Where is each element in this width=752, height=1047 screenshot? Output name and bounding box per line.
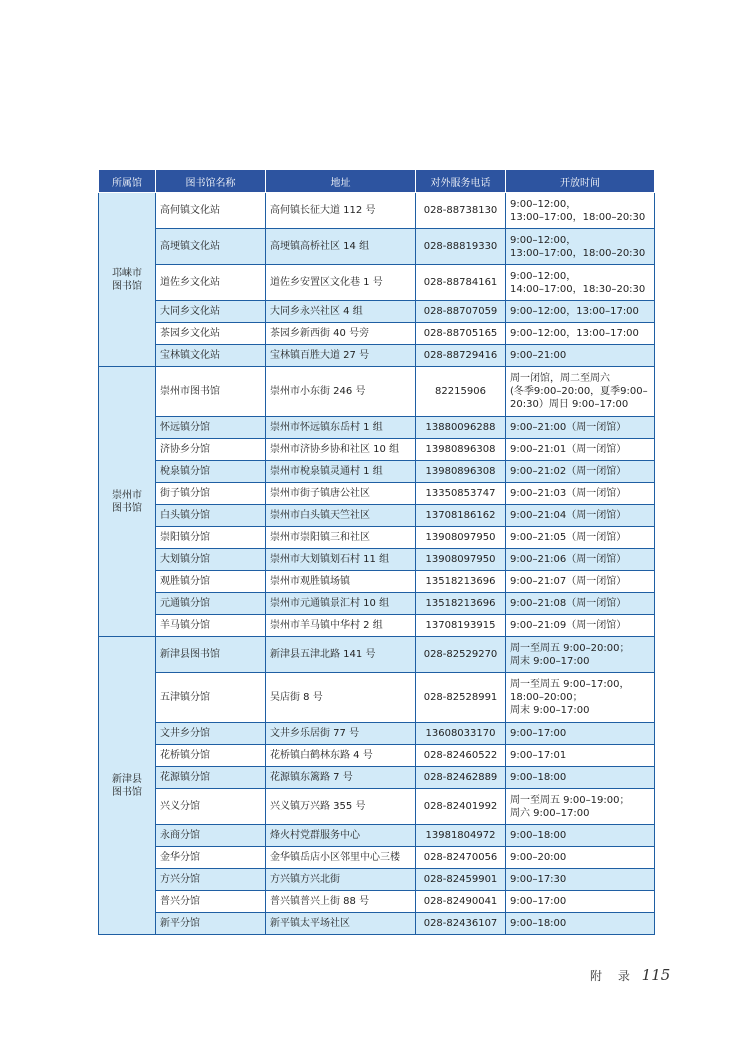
table-row xyxy=(99,745,655,767)
table-row xyxy=(99,723,655,745)
address-cell: 花源镇东篱路 7 号 xyxy=(266,767,416,789)
library-name-cell: 金华分馆 xyxy=(156,847,266,869)
phone-cell: 028-82529270 xyxy=(416,637,506,673)
library-name-cell: 永商分馆 xyxy=(156,825,266,847)
table-row xyxy=(99,461,655,483)
phone-cell: 028-82490041 xyxy=(416,891,506,913)
phone-cell: 13980896308 xyxy=(416,439,506,461)
table-row xyxy=(99,615,655,637)
table-row xyxy=(99,483,655,505)
page-number: 115 xyxy=(641,966,671,984)
library-name-cell: 大划镇分馆 xyxy=(156,549,266,571)
library-name-cell: 怀远镇分馆 xyxy=(156,417,266,439)
address-cell: 崇州市大划镇划石村 11 组 xyxy=(266,549,416,571)
library-name-cell: 高埂镇文化站 xyxy=(156,229,266,265)
table-row xyxy=(99,439,655,461)
hours-cell: 9:00–21:08（周一闭馆） xyxy=(506,593,655,615)
address-cell: 高埂镇高桥社区 14 组 xyxy=(266,229,416,265)
hours-cell: 9:00–18:00 xyxy=(506,913,655,935)
address-cell: 崇州市羊马镇中华村 2 组 xyxy=(266,615,416,637)
address-cell: 文井乡乐居街 77 号 xyxy=(266,723,416,745)
table-row xyxy=(99,417,655,439)
library-name-cell: 崇阳镇分馆 xyxy=(156,527,266,549)
address-cell: 金华镇岳店小区邻里中心三楼 xyxy=(266,847,416,869)
hours-cell: 9:00–12:00， 14:00–17:00，18:30–20:30 xyxy=(506,265,655,301)
phone-cell: 028-88738130 xyxy=(416,193,506,229)
phone-cell: 028-82462889 xyxy=(416,767,506,789)
library-name-cell: 济协乡分馆 xyxy=(156,439,266,461)
address-cell: 大同乡永兴社区 4 组 xyxy=(266,301,416,323)
table-row xyxy=(99,789,655,825)
hours-cell: 9:00–21:07（周一闭馆） xyxy=(506,571,655,593)
hours-cell: 9:00–12:00， 13:00–17:00，18:00–20:30 xyxy=(506,229,655,265)
hours-cell: 9:00–17:00 xyxy=(506,891,655,913)
table-row xyxy=(99,593,655,615)
library-name-cell: 梲泉镇分馆 xyxy=(156,461,266,483)
phone-cell: 13981804972 xyxy=(416,825,506,847)
address-cell: 新平镇太平场社区 xyxy=(266,913,416,935)
library-name-cell: 文井乡分馆 xyxy=(156,723,266,745)
hours-cell: 9:00–21:09（周一闭馆） xyxy=(506,615,655,637)
phone-cell: 13980896308 xyxy=(416,461,506,483)
hours-cell: 9:00–21:03（周一闭馆） xyxy=(506,483,655,505)
phone-cell: 028-88729416 xyxy=(416,345,506,367)
phone-cell: 82215906 xyxy=(416,367,506,417)
table-row xyxy=(99,571,655,593)
address-cell: 茶园乡新西街 40 号旁 xyxy=(266,323,416,345)
hours-cell: 9:00–21:02（周一闭馆） xyxy=(506,461,655,483)
phone-cell: 028-82528991 xyxy=(416,673,506,723)
library-name-cell: 观胜镇分馆 xyxy=(156,571,266,593)
hours-cell: 9:00–21:00 xyxy=(506,345,655,367)
address-cell: 道佐乡安置区文化巷 1 号 xyxy=(266,265,416,301)
header-phone: 对外服务电话 xyxy=(416,170,506,193)
table-row xyxy=(99,301,655,323)
address-cell: 花桥镇白鹤林东路 4 号 xyxy=(266,745,416,767)
table-row xyxy=(99,527,655,549)
hours-cell: 9:00–17:01 xyxy=(506,745,655,767)
header-affiliation: 所属馆 xyxy=(99,170,156,193)
table-row xyxy=(99,193,655,229)
hours-cell: 9:00–21:06（周一闭馆） xyxy=(506,549,655,571)
header-hours: 开放时间 xyxy=(506,170,655,193)
hours-cell: 9:00–21:01（周一闭馆） xyxy=(506,439,655,461)
hours-cell: 9:00–21:04（周一闭馆） xyxy=(506,505,655,527)
table-row xyxy=(99,913,655,935)
phone-cell: 028-88784161 xyxy=(416,265,506,301)
phone-cell: 028-88819330 xyxy=(416,229,506,265)
table-header-row xyxy=(99,170,655,193)
table-row xyxy=(99,891,655,913)
address-cell: 崇州市崇阳镇三和社区 xyxy=(266,527,416,549)
phone-cell: 13518213696 xyxy=(416,593,506,615)
address-cell: 普兴镇普兴上街 88 号 xyxy=(266,891,416,913)
header-address: 地址 xyxy=(266,170,416,193)
phone-cell: 028-82401992 xyxy=(416,789,506,825)
phone-cell: 028-82436107 xyxy=(416,913,506,935)
phone-cell: 028-88705165 xyxy=(416,323,506,345)
phone-cell: 13708193915 xyxy=(416,615,506,637)
phone-cell: 13518213696 xyxy=(416,571,506,593)
table-row xyxy=(99,825,655,847)
hours-cell: 9:00–18:00 xyxy=(506,825,655,847)
header-library-name: 图书馆名称 xyxy=(156,170,266,193)
address-cell: 吴店街 8 号 xyxy=(266,673,416,723)
library-name-cell: 新津县图书馆 xyxy=(156,637,266,673)
affiliation-cell: 邛崃市 图书馆 xyxy=(99,193,156,367)
library-name-cell: 元通镇分馆 xyxy=(156,593,266,615)
table-row xyxy=(99,637,655,673)
library-name-cell: 新平分馆 xyxy=(156,913,266,935)
table-row xyxy=(99,549,655,571)
affiliation-cell: 新津县 图书馆 xyxy=(99,637,156,935)
phone-cell: 13608033170 xyxy=(416,723,506,745)
phone-cell: 028-82460522 xyxy=(416,745,506,767)
library-name-cell: 羊马镇分馆 xyxy=(156,615,266,637)
hours-cell: 9:00–12:00，13:00–17:00 xyxy=(506,323,655,345)
hours-cell: 9:00–12:00，13:00–17:00 xyxy=(506,301,655,323)
library-table xyxy=(98,169,655,935)
library-name-cell: 方兴分馆 xyxy=(156,869,266,891)
address-cell: 崇州市小东街 246 号 xyxy=(266,367,416,417)
address-cell: 崇州市梲泉镇灵通村 1 组 xyxy=(266,461,416,483)
library-name-cell: 高何镇文化站 xyxy=(156,193,266,229)
address-cell: 崇州市街子镇唐公社区 xyxy=(266,483,416,505)
hours-cell: 9:00–21:05（周一闭馆） xyxy=(506,527,655,549)
table-row xyxy=(99,345,655,367)
table-row xyxy=(99,869,655,891)
table-row xyxy=(99,229,655,265)
page-footer xyxy=(590,966,670,984)
phone-cell: 13908097950 xyxy=(416,549,506,571)
hours-cell: 9:00–17:30 xyxy=(506,869,655,891)
hours-cell: 9:00–17:00 xyxy=(506,723,655,745)
hours-cell: 9:00–21:00（周一闭馆） xyxy=(506,417,655,439)
phone-cell: 13908097950 xyxy=(416,527,506,549)
phone-cell: 028-88707059 xyxy=(416,301,506,323)
phone-cell: 028-82470056 xyxy=(416,847,506,869)
table-row xyxy=(99,367,655,417)
affiliation-cell: 崇州市 图书馆 xyxy=(99,367,156,637)
phone-cell: 13708186162 xyxy=(416,505,506,527)
address-cell: 崇州市元通镇景汇村 10 组 xyxy=(266,593,416,615)
phone-cell: 13350853747 xyxy=(416,483,506,505)
table-row xyxy=(99,767,655,789)
table-body xyxy=(99,193,655,935)
library-name-cell: 宝林镇文化站 xyxy=(156,345,266,367)
address-cell: 宝林镇百胜大道 27 号 xyxy=(266,345,416,367)
hours-cell: 周一至周五 9:00–19:00； 周六 9:00–17:00 xyxy=(506,789,655,825)
library-name-cell: 普兴分馆 xyxy=(156,891,266,913)
library-name-cell: 街子镇分馆 xyxy=(156,483,266,505)
table-row xyxy=(99,265,655,301)
address-cell: 崇州市济协乡协和社区 10 组 xyxy=(266,439,416,461)
library-name-cell: 白头镇分馆 xyxy=(156,505,266,527)
library-name-cell: 大同乡文化站 xyxy=(156,301,266,323)
library-name-cell: 道佐乡文化站 xyxy=(156,265,266,301)
footer-label: 附 录 xyxy=(590,969,636,983)
address-cell: 高何镇长征大道 112 号 xyxy=(266,193,416,229)
phone-cell: 13880096288 xyxy=(416,417,506,439)
table-row xyxy=(99,847,655,869)
address-cell: 兴义镇万兴路 355 号 xyxy=(266,789,416,825)
hours-cell: 9:00–12:00， 13:00–17:00，18:00–20:30 xyxy=(506,193,655,229)
library-name-cell: 兴义分馆 xyxy=(156,789,266,825)
library-name-cell: 花桥镇分馆 xyxy=(156,745,266,767)
library-name-cell: 崇州市图书馆 xyxy=(156,367,266,417)
hours-cell: 周一至周五 9:00–17:00， 18:00–20:00； 周末 9:00–17:00 xyxy=(506,673,655,723)
address-cell: 崇州市观胜镇场镇 xyxy=(266,571,416,593)
library-name-cell: 茶园乡文化站 xyxy=(156,323,266,345)
phone-cell: 028-82459901 xyxy=(416,869,506,891)
address-cell: 烽火村党群服务中心 xyxy=(266,825,416,847)
hours-cell: 周一至周五 9:00–20:00； 周末 9:00–17:00 xyxy=(506,637,655,673)
table-row xyxy=(99,673,655,723)
library-name-cell: 花源镇分馆 xyxy=(156,767,266,789)
address-cell: 崇州市怀远镇东岳村 1 组 xyxy=(266,417,416,439)
address-cell: 新津县五津北路 141 号 xyxy=(266,637,416,673)
address-cell: 崇州市白头镇天竺社区 xyxy=(266,505,416,527)
hours-cell: 9:00–20:00 xyxy=(506,847,655,869)
hours-cell: 9:00–18:00 xyxy=(506,767,655,789)
address-cell: 方兴镇方兴北街 xyxy=(266,869,416,891)
library-name-cell: 五津镇分馆 xyxy=(156,673,266,723)
table-row xyxy=(99,323,655,345)
table-row xyxy=(99,505,655,527)
hours-cell: 周一闭馆，周二至周六 (冬季9:00–20:00，夏季9:00– 20:30）周日 9:00–17:00 xyxy=(506,367,655,417)
